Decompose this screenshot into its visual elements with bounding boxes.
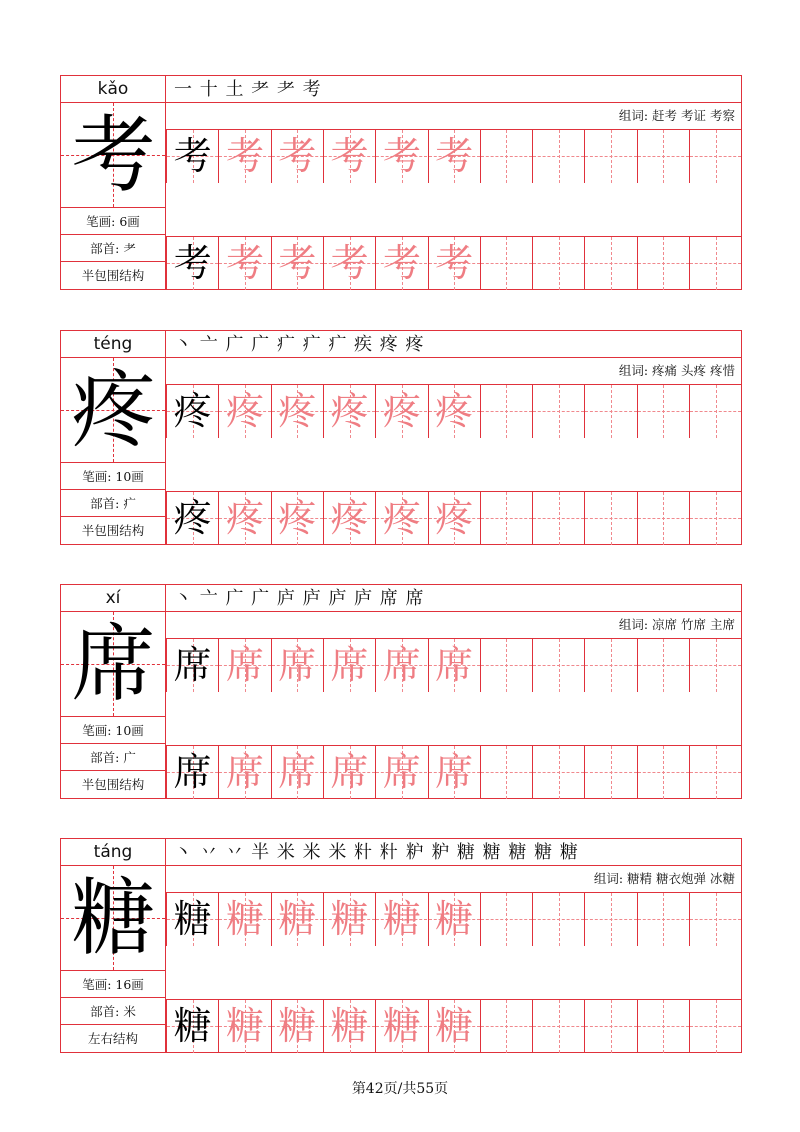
practice-cell[interactable]: [375, 746, 427, 799]
practice-cell[interactable]: [689, 746, 741, 799]
practice-cell[interactable]: [689, 492, 741, 545]
trace-character: 疼: [330, 496, 369, 540]
big-character-box: [61, 866, 166, 971]
word-examples: 组词: 凉席 竹席 主席: [618, 617, 735, 632]
trace-character: 糖: [225, 1004, 264, 1048]
practice-cell[interactable]: [323, 130, 375, 183]
practice-cell[interactable]: [166, 492, 218, 545]
stroke-count: 笔画: 16画: [61, 971, 166, 998]
trace-character: 糖: [382, 897, 421, 941]
practice-cell[interactable]: [428, 639, 480, 692]
trace-character: 席: [278, 643, 317, 687]
trace-character: 席: [382, 643, 421, 687]
practice-cell[interactable]: [637, 237, 689, 290]
practice-cell[interactable]: [271, 130, 323, 183]
word-examples: 组词: 疼痛 头疼 疼惜: [618, 363, 735, 378]
practice-cell[interactable]: [637, 746, 689, 799]
trace-character: 考: [435, 241, 474, 285]
trace-character: 疼: [278, 496, 317, 540]
practice-row: [166, 638, 741, 692]
practice-cell[interactable]: [218, 130, 270, 183]
character-card: [60, 75, 742, 290]
radical: 部首: 米: [61, 998, 166, 1025]
practice-cell[interactable]: [689, 385, 741, 438]
trace-character: 糖: [435, 1004, 474, 1048]
practice-row: [166, 129, 741, 183]
model-character: 疼: [173, 389, 212, 433]
practice-row: [166, 745, 741, 799]
trace-character: 疼: [330, 389, 369, 433]
practice-cell[interactable]: [166, 385, 218, 438]
trace-character: 疼: [278, 389, 317, 433]
practice-cell[interactable]: [480, 130, 532, 183]
structure: 左右结构: [61, 1025, 166, 1052]
practice-cell[interactable]: [375, 385, 427, 438]
trace-character: 席: [382, 750, 421, 794]
practice-cell[interactable]: [166, 639, 218, 692]
practice-cell[interactable]: [480, 237, 532, 290]
practice-cell[interactable]: [375, 1000, 427, 1053]
character-card: [60, 584, 742, 799]
practice-row: [166, 236, 741, 290]
practice-cell[interactable]: [271, 237, 323, 290]
practice-cell[interactable]: [166, 237, 218, 290]
practice-cell[interactable]: [375, 893, 427, 946]
trace-character: 糖: [330, 1004, 369, 1048]
practice-cell[interactable]: [271, 639, 323, 692]
practice-cell[interactable]: [584, 130, 636, 183]
practice-cell[interactable]: [271, 746, 323, 799]
practice-cell[interactable]: [480, 492, 532, 545]
model-character: 疼: [173, 496, 212, 540]
model-character: 席: [173, 750, 212, 794]
practice-cell[interactable]: [689, 130, 741, 183]
practice-cell[interactable]: [637, 639, 689, 692]
trace-character: 席: [278, 750, 317, 794]
practice-row: [166, 999, 741, 1053]
trace-character: 疼: [435, 496, 474, 540]
practice-cell[interactable]: [323, 746, 375, 799]
practice-cell[interactable]: [375, 130, 427, 183]
structure: 半包围结构: [61, 517, 166, 544]
pinyin-label: xí: [61, 585, 166, 612]
practice-cell[interactable]: [271, 385, 323, 438]
practice-row: [166, 491, 741, 545]
practice-cell[interactable]: [375, 639, 427, 692]
practice-cell[interactable]: [323, 237, 375, 290]
model-character: 考: [173, 241, 212, 285]
trace-character: 考: [278, 241, 317, 285]
character-card: [60, 330, 742, 545]
practice-cell[interactable]: [532, 639, 584, 692]
trace-character: 疼: [225, 389, 264, 433]
trace-character: 考: [278, 134, 317, 178]
trace-character: 考: [330, 241, 369, 285]
practice-cell[interactable]: [584, 1000, 636, 1053]
stroke-count: 笔画: 10画: [61, 717, 166, 744]
trace-character: 考: [382, 241, 421, 285]
practice-cell[interactable]: [166, 893, 218, 946]
radical: 部首: 广: [61, 744, 166, 771]
trace-character: 糖: [330, 897, 369, 941]
trace-character: 考: [225, 241, 264, 285]
practice-cell[interactable]: [428, 385, 480, 438]
practice-cell[interactable]: [584, 893, 636, 946]
practice-cell[interactable]: [532, 385, 584, 438]
practice-cell[interactable]: [218, 492, 270, 545]
practice-cell[interactable]: [428, 130, 480, 183]
stroke-count: 笔画: 10画: [61, 463, 166, 490]
trace-character: 席: [330, 643, 369, 687]
model-character: 考: [173, 134, 212, 178]
practice-cell[interactable]: [689, 1000, 741, 1053]
trace-character: 席: [330, 750, 369, 794]
big-character-box: [61, 358, 166, 463]
trace-character: 考: [225, 134, 264, 178]
practice-cell[interactable]: [218, 237, 270, 290]
trace-character: 席: [225, 643, 264, 687]
big-character-box: [61, 103, 166, 208]
practice-cell[interactable]: [428, 492, 480, 545]
practice-cell[interactable]: [532, 130, 584, 183]
practice-cell[interactable]: [218, 893, 270, 946]
trace-character: 考: [435, 134, 474, 178]
trace-character: 糖: [435, 897, 474, 941]
practice-row: [166, 384, 741, 438]
trace-character: 糖: [225, 897, 264, 941]
practice-cell[interactable]: [375, 492, 427, 545]
word-examples: 组词: 糖精 糖衣炮弹 冰糖: [593, 871, 735, 886]
stroke-order: 丶 亠 广 广 庐 庐 庐 庐 席 席: [166, 585, 741, 612]
practice-cell[interactable]: [637, 385, 689, 438]
practice-cell[interactable]: [480, 746, 532, 799]
practice-cell[interactable]: [532, 893, 584, 946]
practice-cell[interactable]: [218, 385, 270, 438]
trace-character: 疼: [435, 389, 474, 433]
practice-cell[interactable]: [271, 893, 323, 946]
trace-character: 疼: [225, 496, 264, 540]
model-character: 糖: [173, 1004, 212, 1048]
practice-cell[interactable]: [584, 237, 636, 290]
stroke-order: 一 十 土 耂 耂 考: [166, 76, 741, 103]
practice-cell[interactable]: [166, 130, 218, 183]
trace-character: 席: [435, 643, 474, 687]
practice-cell[interactable]: [323, 1000, 375, 1053]
practice-cell[interactable]: [428, 893, 480, 946]
practice-cell[interactable]: [532, 746, 584, 799]
practice-cell[interactable]: [218, 639, 270, 692]
practice-cell[interactable]: [532, 237, 584, 290]
practice-cell[interactable]: [218, 1000, 270, 1053]
practice-cell[interactable]: [637, 492, 689, 545]
practice-cell[interactable]: [637, 130, 689, 183]
trace-character: 糖: [382, 1004, 421, 1048]
big-character: 考: [71, 106, 156, 204]
model-character: 席: [173, 643, 212, 687]
trace-character: 糖: [278, 1004, 317, 1048]
practice-cell[interactable]: [271, 1000, 323, 1053]
practice-cell[interactable]: [480, 1000, 532, 1053]
practice-cell[interactable]: [480, 385, 532, 438]
practice-cell[interactable]: [323, 893, 375, 946]
pinyin-label: táng: [61, 839, 166, 866]
practice-cell[interactable]: [532, 1000, 584, 1053]
practice-cell[interactable]: [584, 639, 636, 692]
big-character: 疼: [71, 361, 156, 459]
radical: 部首: 疒: [61, 490, 166, 517]
practice-cell[interactable]: [584, 492, 636, 545]
practice-cell[interactable]: [428, 237, 480, 290]
practice-cell[interactable]: [584, 746, 636, 799]
practice-cell[interactable]: [584, 385, 636, 438]
word-examples: 组词: 赶考 考证 考察: [618, 108, 735, 123]
big-character: 席: [71, 615, 156, 713]
trace-character: 糖: [278, 897, 317, 941]
practice-cell[interactable]: [480, 893, 532, 946]
big-character-box: [61, 612, 166, 717]
practice-cell[interactable]: [271, 492, 323, 545]
stroke-order: 丶 丷 丷 半 米 米 米 籵 籵 粐 粐 糖 糖 糖 糖 糖: [166, 839, 741, 866]
pinyin-label: kǎo: [61, 76, 166, 103]
model-character: 糖: [173, 897, 212, 941]
trace-character: 疼: [382, 496, 421, 540]
structure: 半包围结构: [61, 262, 166, 289]
practice-cell[interactable]: [218, 746, 270, 799]
trace-character: 席: [225, 750, 264, 794]
practice-cell[interactable]: [323, 639, 375, 692]
structure: 半包围结构: [61, 771, 166, 798]
practice-cell[interactable]: [166, 746, 218, 799]
practice-row: [166, 892, 741, 946]
practice-cell[interactable]: [637, 1000, 689, 1053]
page-footer: 第42页/共55页: [351, 1081, 449, 1097]
practice-cell[interactable]: [689, 639, 741, 692]
pinyin-label: téng: [61, 331, 166, 358]
trace-character: 疼: [382, 389, 421, 433]
practice-cell[interactable]: [166, 1000, 218, 1053]
practice-cell[interactable]: [689, 893, 741, 946]
practice-cell[interactable]: [480, 639, 532, 692]
practice-cell[interactable]: [637, 893, 689, 946]
trace-character: 席: [435, 750, 474, 794]
big-character: 糖: [71, 869, 156, 967]
practice-cell[interactable]: [428, 746, 480, 799]
practice-cell[interactable]: [532, 492, 584, 545]
radical: 部首: 耂: [61, 235, 166, 262]
practice-cell[interactable]: [428, 1000, 480, 1053]
trace-character: 考: [382, 134, 421, 178]
stroke-count: 笔画: 6画: [61, 208, 166, 235]
practice-cell[interactable]: [689, 237, 741, 290]
character-card: [60, 838, 742, 1053]
practice-cell[interactable]: [375, 237, 427, 290]
practice-cell[interactable]: [323, 385, 375, 438]
trace-character: 考: [330, 134, 369, 178]
practice-cell[interactable]: [323, 492, 375, 545]
stroke-order: 丶 亠 广 广 疒 疒 疒 疾 疼 疼: [166, 331, 741, 358]
